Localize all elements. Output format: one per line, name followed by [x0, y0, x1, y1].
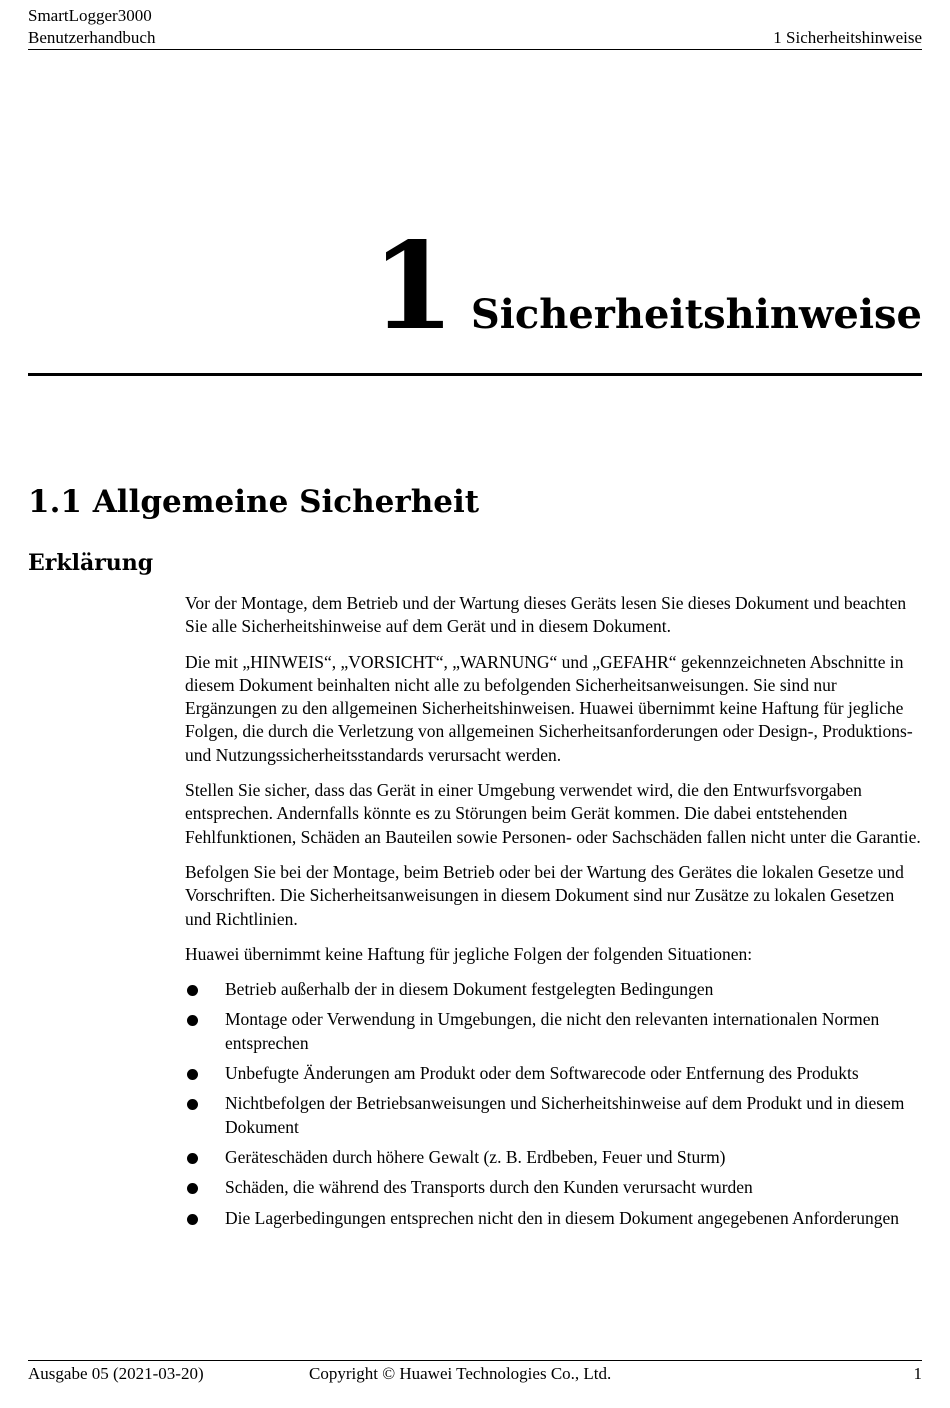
bullet-dot-icon: [187, 1069, 198, 1080]
list-item: [185, 1176, 922, 1199]
bullet-dot-icon: [187, 1153, 198, 1164]
footer-copyright: Copyright © Huawei Technologies Co., Ltd.: [309, 1364, 612, 1383]
section-title: 1.1 Allgemeine Sicherheit: [28, 484, 480, 520]
header-left: [28, 5, 155, 49]
list-item-text: Geräteschäden durch höhere Gewalt (z. B. Erdbeben, Feuer und Sturm): [225, 1146, 726, 1167]
list-item: [185, 1008, 922, 1055]
bullet-dot-icon: [187, 1015, 198, 1026]
bullet-dot-icon: [187, 1183, 198, 1194]
bullet-dot-icon: [187, 1099, 198, 1110]
paragraph: Stellen Sie sicher, dass das Gerät in einer Umgebung verwendet wird, die den Entwurfsvorgaben entsprechen. Andernfalls könnte es zu Störungen beim Gerät kommen. Die dabei entstehenden Fehlfunktionen, Schäden an Bauteilen sowie Personen- oder Sachschäden fallen nicht unter die Garantie.: [185, 780, 921, 847]
footer-page-number: 1: [913, 1364, 922, 1383]
chapter-number: 1: [371, 216, 455, 357]
chapter-title: Sicherheitshinweise: [470, 291, 922, 338]
list-item: [185, 978, 922, 1001]
list-item-text: Betrieb außerhalb der in diesem Dokument festgelegten Bedingungen: [225, 979, 714, 1000]
page-header: [28, 5, 922, 50]
list-item: [185, 1092, 922, 1139]
body-content: [185, 592, 922, 1237]
header-chapter-ref: 1 Sicherheitshinweise: [773, 28, 922, 47]
bullet-dot-icon: [187, 1214, 198, 1225]
list-item-text: Die Lagerbedingungen entsprechen nicht den in diesem Dokument angegebenen Anforderungen: [225, 1207, 900, 1228]
paragraph: Befolgen Sie bei der Montage, beim Betrieb oder bei der Wartung des Gerätes die lokalen Gesetze und Vorschriften. Die Sicherheitsanweisungen in diesem Dokument sind nur Zusätze zu lokalen Gesetzen und Richtlinien.: [185, 861, 904, 929]
list-item: [185, 1062, 922, 1085]
list-item: [185, 1207, 922, 1230]
list-item: [185, 1146, 922, 1169]
paragraph: Die mit „HINWEIS“, „VORSICHT“, „WARNUNG“ und „GEFAHR“ gekennzeichneten Abschnitte in diesem Dokument beinhalten nicht alle zu befolgenden Sicherheitsanweisungen. Sie sind nur Ergänzungen zu den allgemeinen Sicherheitshinweisen. Huawei übernimmt keine Haftung für jegliche Folgen, die durch die Verletzung von allgemeinen Sicherheitsanforderungen oder Design-, Produktions- und Nutzungssicherheitsstandards verursacht werden.: [185, 651, 913, 765]
subsection-title: Erklärung: [28, 550, 154, 576]
page-footer: [28, 1360, 922, 1387]
bullet-list: [185, 978, 922, 1230]
footer-edition: Ausgabe 05 (2021-03-20): [28, 1364, 204, 1383]
header-doc-type: Benutzerhandbuch: [28, 28, 156, 47]
list-item-text: Montage oder Verwendung in Umgebungen, die nicht den relevanten internationalen Normen entsprechen: [225, 1009, 880, 1053]
paragraph: Huawei übernimmt keine Haftung für jegliche Folgen der folgenden Situationen:: [185, 943, 753, 964]
paragraph: Vor der Montage, dem Betrieb und der Wartung dieses Geräts lesen Sie dieses Dokument und beachten Sie alle Sicherheitshinweise auf dem Gerät und in diesem Dokument.: [185, 593, 907, 637]
chapter-title-wrap: [371, 216, 922, 357]
list-item-text: Unbefugte Änderungen am Produkt oder dem Softwarecode oder Entfernung des Produkts: [225, 1063, 859, 1084]
list-item-text: Schäden, die während des Transports durch den Kunden verursacht wurden: [225, 1177, 753, 1198]
bullet-dot-icon: [187, 985, 198, 996]
list-item-text: Nichtbefolgen der Betriebsanweisungen und Sicherheitshinweise auf dem Produkt und in diesem Dokument: [225, 1093, 905, 1137]
header-product: SmartLogger3000: [28, 6, 152, 25]
chapter-heading: [28, 216, 922, 376]
